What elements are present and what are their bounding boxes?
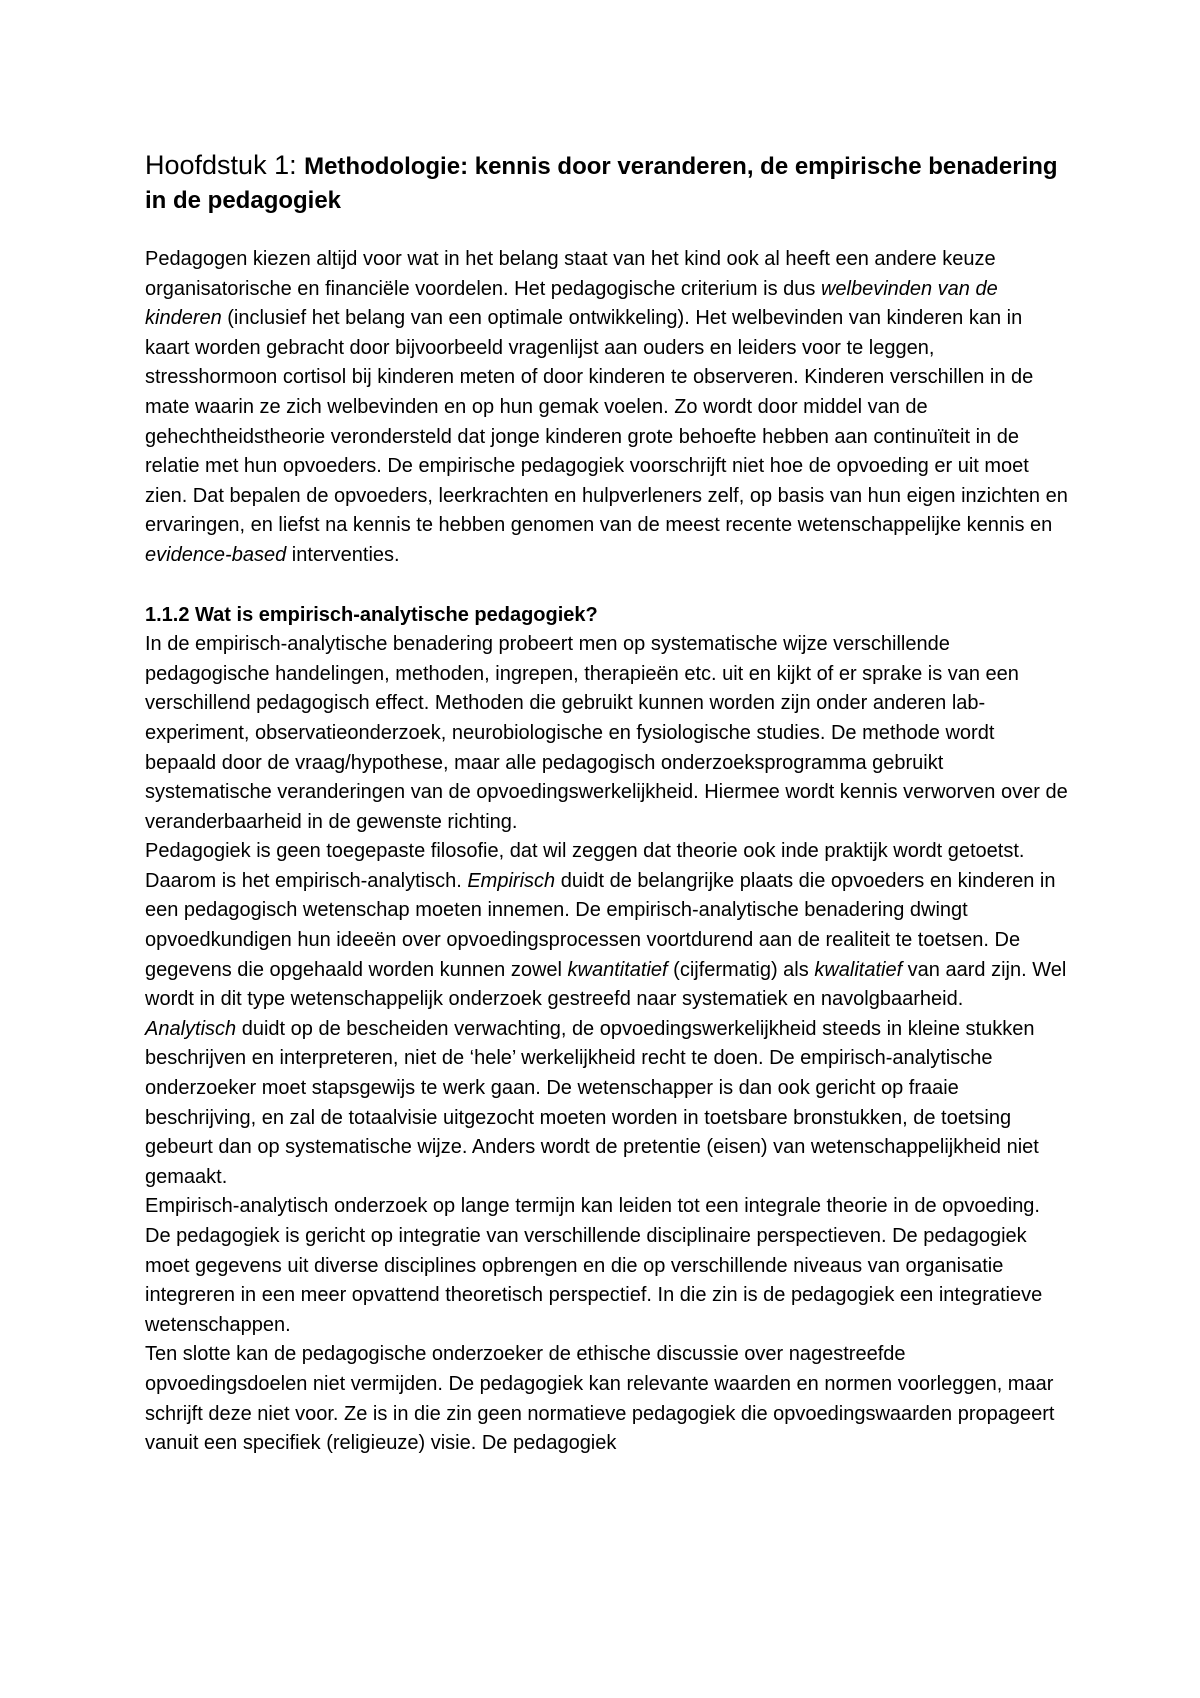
p2-emphasis-kwantitatief: kwantitatief: [567, 958, 668, 981]
p2-text-1: Pedagogiek is geen toegepaste filosofie, dat wil zeggen dat theorie ook inde praktijk wordt getoetst. Daarom is het empirisch-analytisch.: [145, 840, 1025, 892]
section-paragraph-1: In de empirisch-analytische benadering probeert men op systematische wijze verschillende pedagogische handelingen, methoden, ingrepen, therapieën etc. uit en kijkt of er sprake is van een verschillend pedagogisch effect. Methoden die gebruikt kunnen worden zijn onder anderen lab-experiment, observatieonderzoek, neurobiologische en fysiologische studies. De methode wordt bepaald door de vraag/hypothese, maar alle pedagogisch onderzoeksprogramma gebruikt systematische veranderingen van de opvoedingswerkelijkheid. Hiermee wordt kennis verworven over de veranderbaarheid in de gewenste richting.: [145, 633, 1068, 833]
section-paragraph-5: Ten slotte kan de pedagogische onderzoeker de ethische discussie over nagestreefde opvoedingsdoelen niet vermijden. De pedagogiek kan relevante waarden en normen voorleggen, maar schrijft deze niet voor. Ze is in die zin geen normatieve pedagogiek die opvoedingswaarden propageert vanuit een specifiek (religieuze) visie. De pedagogiek: [145, 1343, 1055, 1455]
p3-emphasis-analytisch: Analytisch: [145, 1017, 237, 1040]
chapter-heading-title: Methodologie: kennis door veranderen, de empirische benadering in de pedagogiek: [145, 153, 1058, 214]
section-paragraph-3: [145, 1015, 1070, 1193]
section-paragraph-4: Empirisch-analytisch onderzoek op lange termijn kan leiden tot een integrale theorie in de opvoeding. De pedagogiek is gericht op integratie van verschillende disciplinaire perspectieven. De pedagogiek moet gegevens uit diverse disciplines opbrengen en die op verschillende niveaus van organisatie integreren in een meer opvattend theoretisch perspectief. In die zin is de pedagogiek een integratieve wetenschappen.: [145, 1195, 1043, 1336]
p2-text-2: duidt de belangrijke plaats die opvoeders en kinderen in een pedagogisch wetenschap moeten innemen. De empirisch-analytische benadering dwingt opvoedkundigen hun ideeën over opvoedingsprocessen voortdurend aan de realiteit te toetsen. De gegevens die opgehaald worden kunnen zowel: [145, 869, 1056, 981]
section-paragraph-2: [145, 837, 1070, 1015]
intro-emphasis-welbevinden: welbevinden van de kinderen: [145, 277, 998, 330]
p2-text-4: van aard zijn. Wel wordt in dit type wetenschappelijk onderzoek gestreefd naar systematiek en navolgbaarheid.: [145, 958, 1067, 1011]
intro-paragraph: [145, 245, 1070, 571]
p2-emphasis-empirisch: Empirisch: [467, 869, 556, 892]
intro-emphasis-evidence-based: evidence-based: [145, 543, 287, 566]
chapter-heading-lead: Hoofdstuk 1:: [145, 150, 305, 180]
section-heading: 1.1.2 Wat is empirisch-analytische pedagogiek?: [145, 603, 598, 626]
p2-text-3: (cijfermatig) als: [667, 958, 815, 981]
chapter-heading: [145, 148, 1070, 218]
p2-emphasis-kwalitatief: kwalitatief: [814, 958, 903, 981]
p3-text-1: duidt op de bescheiden verwachting, de opvoedingswerkelijkheid steeds in kleine stukken beschrijven en interpreteren, niet de ‘hele’ werkelijkheid recht te doen. De empirisch-analytische onderzoeker moet stapsgewijs te werk gaan. De wetenschapper is dan ook gericht op fraaie beschrijving, en zal de totaalvisie uitgezocht moeten worden in toetsbare bronstukken, de toetsing gebeurt dan op systematische wijze. Anders wordt de pretentie (eisen) van wetenschappelijkheid niet gemaakt.: [145, 1017, 1039, 1188]
document-body: [145, 148, 1070, 1459]
intro-text-1: Pedagogen kiezen altijd voor wat in het belang staat van het kind ook al heeft een andere keuze organisatorische en financiële voordelen. Het pedagogische criterium is dus: [145, 248, 996, 300]
intro-text-2: (inclusief het belang van een optimale ontwikkeling). Het welbevinden van kinderen kan in kaart worden gebracht door bijvoorbeeld vragenlijst aan ouders en leiders voor te leggen, stresshormoon cortisol bij kinderen meten of door kinderen te observeren. Kinderen verschillen in de mate waarin ze zich welbevinden en op hun gemak voelen. Zo wordt door middel van de gehechtheidstheorie verondersteld dat jonge kinderen grote behoefte hebben aan continuïteit in de relatie met hun opvoeders. De empirische pedagogiek voorschrijft niet hoe de opvoeding er uit moet zien. Dat bepalen de opvoeders, leerkrachten en hulpverleners zelf, op basis van hun eigen inzichten en ervaringen, en liefst na kennis te hebben genomen van de meest recente wetenschappelijke kennis en: [145, 307, 1068, 537]
intro-text-3: interventies.: [286, 543, 400, 566]
